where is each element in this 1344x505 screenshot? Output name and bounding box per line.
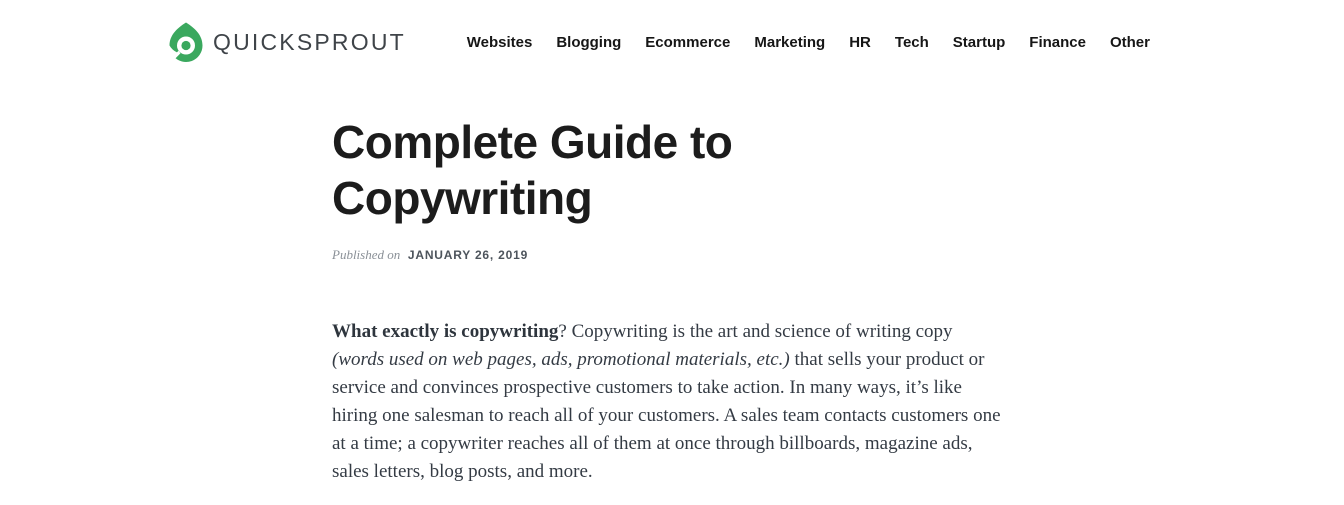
nav-item-hr[interactable]: HR <box>849 33 871 51</box>
intro-paragraph <box>332 318 1004 486</box>
brand-logo[interactable] <box>168 21 406 63</box>
nav-item-startup[interactable]: Startup <box>952 33 1006 51</box>
published-date: JANUARY 26, 2019 <box>407 248 529 262</box>
page-title: Complete Guide to Copywriting <box>332 116 733 224</box>
site-header <box>0 0 1344 84</box>
nav-item-other[interactable]: Other <box>1109 33 1150 51</box>
article <box>0 84 1344 486</box>
nav-item-marketing[interactable]: Marketing <box>754 33 826 51</box>
nav-item-websites[interactable]: Websites <box>466 33 533 51</box>
brand-name: QUICKSPROUT <box>213 28 406 55</box>
paragraph-italic-aside: (words used on web pages, ads, promotional materials, etc.) <box>332 349 790 370</box>
paragraph-bold-lead: What exactly is copywriting <box>332 321 559 342</box>
published-prefix: Published on <box>332 247 401 262</box>
main-nav <box>467 34 1150 51</box>
nav-item-finance[interactable]: Finance <box>1029 33 1086 51</box>
quicksprout-logo-icon <box>168 21 204 63</box>
published-line <box>332 246 1344 264</box>
paragraph-text-2: that sells your product or service and convinces prospective customers to take action. In many ways, it’s like hiring one salesman to reach all of your customers. A sales team contacts customers one at a time; a copywriter reaches all of them at once through billboards, magazine ads, sales letters, blog posts, and more. <box>332 349 1001 482</box>
nav-item-blogging[interactable]: Blogging <box>556 33 622 51</box>
nav-item-ecommerce[interactable]: Ecommerce <box>645 33 731 51</box>
paragraph-text-1: ? Copywriting is the art and science of writing copy <box>558 321 953 342</box>
nav-item-tech[interactable]: Tech <box>894 33 929 51</box>
